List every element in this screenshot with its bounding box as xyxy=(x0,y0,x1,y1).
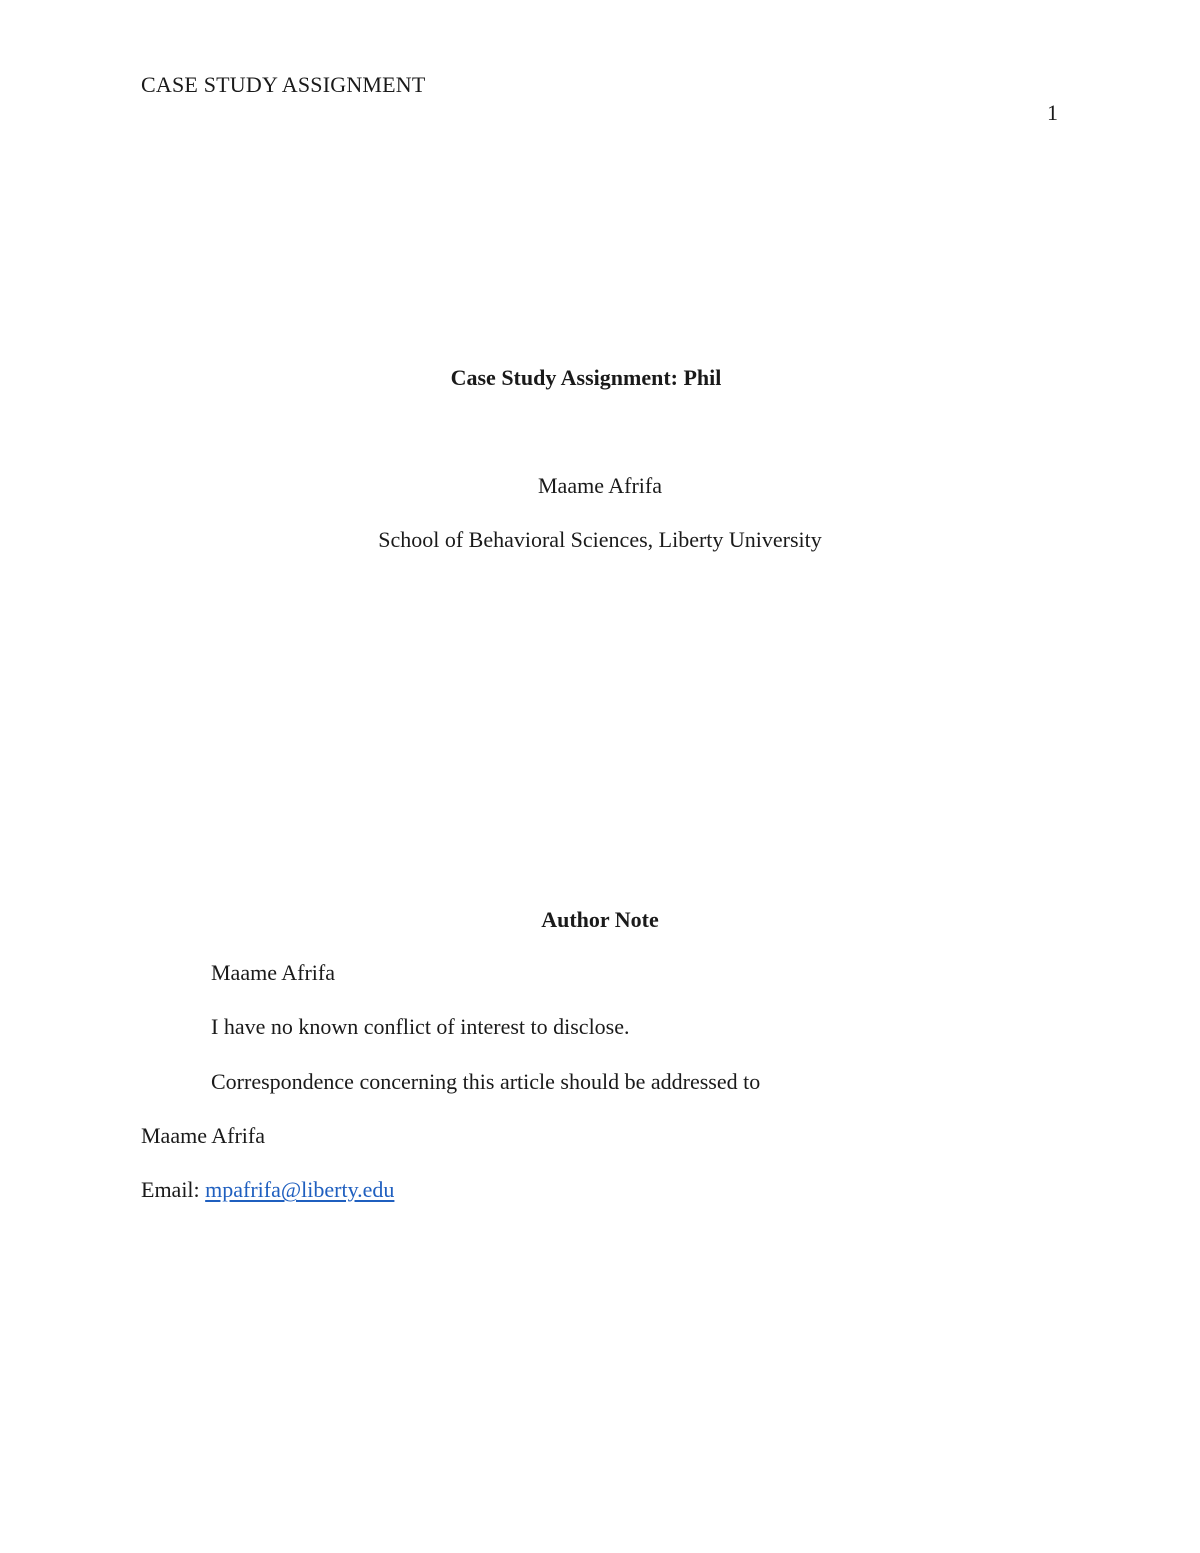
author-note-name: Maame Afrifa xyxy=(211,960,335,985)
author-note-heading: Author Note xyxy=(541,907,659,932)
conflict-statement: I have no known conflict of interest to disclose. xyxy=(211,1014,630,1039)
email-link[interactable]: mpafrifa@liberty.edu xyxy=(205,1177,395,1202)
correspondence-statement: Correspondence concerning this article should be addressed to xyxy=(211,1069,761,1094)
email-label: Email: xyxy=(141,1177,206,1202)
email-line xyxy=(141,1177,394,1203)
paper-title: Case Study Assignment: Phil xyxy=(450,365,722,390)
correspondence-name: Maame Afrifa xyxy=(141,1123,265,1148)
author-name: Maame Afrifa xyxy=(538,473,662,498)
running-head: CASE STUDY ASSIGNMENT xyxy=(141,72,426,97)
page-number: 1 xyxy=(1047,100,1058,125)
author-affiliation: School of Behavioral Sciences, Liberty University xyxy=(378,527,822,552)
